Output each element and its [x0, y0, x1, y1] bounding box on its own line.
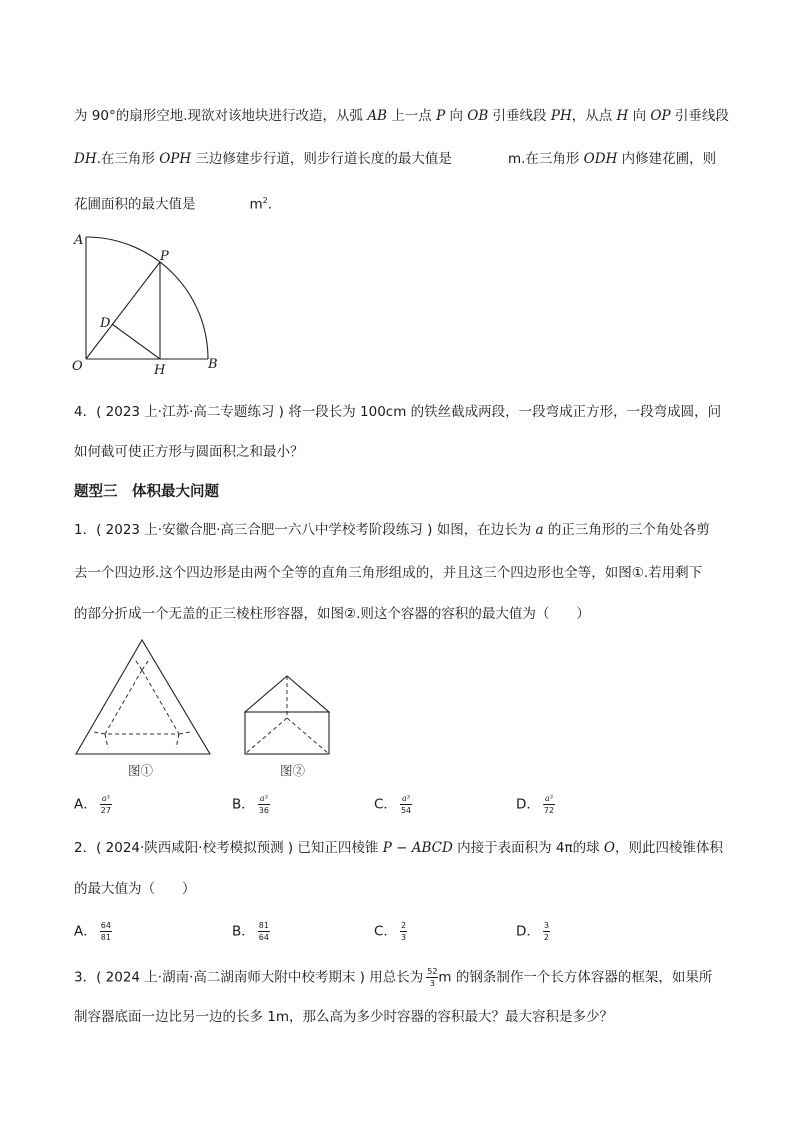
segment-OP: [86, 262, 160, 359]
fraction: $\frac{\text{a³}}{36}$: [258, 794, 269, 815]
fraction: $\frac{3}{2}$: [543, 921, 549, 942]
option-B[interactable]: B． $\frac{81}{64}$: [232, 921, 269, 942]
label-D: D: [100, 316, 111, 331]
cut-line: [179, 732, 190, 734]
hidden-edge: [287, 718, 329, 754]
segment-DH: [112, 324, 160, 359]
figure-2-caption: 图②: [280, 763, 306, 778]
label-O: O: [72, 359, 83, 374]
label-A: A: [74, 233, 84, 248]
inner-triangle-dashed: [105, 670, 179, 734]
option-D[interactable]: D． $\frac{3}{2}$: [516, 921, 549, 942]
volume-q3-line-1: 3．( 2024 上·湖南·高二湖南师大附中校考期末 ) 用总长为 $\frac{52}{3}$ m 的钢条制作一个长方体容器的框架，如果所: [74, 967, 713, 988]
problem-text-line: 花圃面积的最大值是 $m^2$.: [74, 196, 273, 213]
volume-q3-line-2: 制容器底面一边比另一边的长多 1m，那么高为多少时容器的容积最大？最大容积是多少？: [74, 1009, 614, 1025]
option-A[interactable]: A． $\frac{\text{a³}}{27}$: [74, 794, 111, 815]
fraction: $\frac{81}{64}$: [258, 921, 269, 942]
cut-line: [105, 734, 108, 748]
figure-triangle-cut: [72, 638, 214, 780]
label-B: B: [208, 357, 218, 372]
cut-line: [94, 732, 105, 734]
fraction: $\frac{\text{a³}}{72}$: [543, 794, 555, 815]
label-H: H: [154, 363, 166, 378]
option-D[interactable]: D． $\frac{\text{a³}}{72}$: [516, 794, 555, 815]
volume-q2-line-1: 2．( 2024·陕西咸阳·校考模拟预测 ) 已知正四棱锥 P − ABCD 内接于表面积为 4π的球 O，则此四棱锥体积: [74, 840, 723, 856]
volume-q2-line-2: 的最大值为（ ）: [74, 881, 196, 897]
fraction: $\frac{2}{3}$: [400, 921, 407, 942]
fraction: $\frac{\text{a³}}{27}$: [100, 794, 111, 815]
question-4-line-1: 4．( 2023 上·江苏·高二专题练习 ) 将一段长为 100cm 的铁丝截成两段，一段弯成正方形，一段弯成圆，问: [74, 404, 722, 420]
cut-line: [134, 658, 142, 670]
option-A[interactable]: A． $\frac{64}{81}$: [74, 921, 111, 942]
option-C[interactable]: C． $\frac{2}{3}$: [374, 921, 407, 942]
cut-line: [176, 734, 179, 748]
fraction: $\frac{52}{3}$: [427, 967, 438, 988]
option-B[interactable]: B． $\frac{\text{a³}}{36}$: [232, 794, 269, 815]
problem-text-line: DH.在三角形 OPH 三边修建步行道，则步行道长度的最大值是 m.在三角形 ODH 内修建花圃，则: [74, 151, 717, 167]
sector-figure: [60, 226, 230, 376]
volume-q1-line-1: 1．( 2023 上·安徽合肥·高三合肥一六八中学校考阶段练习 ) 如图，在边长为 a 的正三角形的三个角处各剪: [74, 522, 710, 538]
problem-text-line: 为 90°的扇形空地.现欲对该地块进行改造，从弧 AB 上一点 P 向 OB 引垂线段 PH，从点 H 向 OP 引垂线段: [74, 108, 729, 124]
volume-q1-line-2: 去一个四边形.这个四边形是由两个全等的直角三角形组成的，并且这三个四边形也全等，如图①.若用剩下: [74, 565, 703, 581]
cut-line: [142, 658, 150, 670]
fraction: $\frac{64}{81}$: [100, 921, 111, 942]
arc-AB: [86, 237, 208, 359]
volume-q1-line-3: 的部分折成一个无盖的正三棱柱形容器，如图②.则这个容器的容积的最大值为（ ）: [74, 606, 590, 622]
label-P: P: [160, 249, 169, 264]
option-C[interactable]: C． $\frac{\text{a³}}{54}$: [374, 794, 412, 815]
section-heading: 题型三 体积最大问题: [74, 484, 219, 500]
outer-triangle: [76, 640, 210, 754]
hidden-edge: [245, 718, 287, 754]
figure-1-caption: 图①: [128, 763, 154, 778]
figure-prism: [240, 672, 336, 780]
fraction: $\frac{\text{a³}}{54}$: [400, 794, 412, 815]
question-4-line-2: 如何截可使正方形与圆面积之和最小？: [74, 444, 304, 460]
